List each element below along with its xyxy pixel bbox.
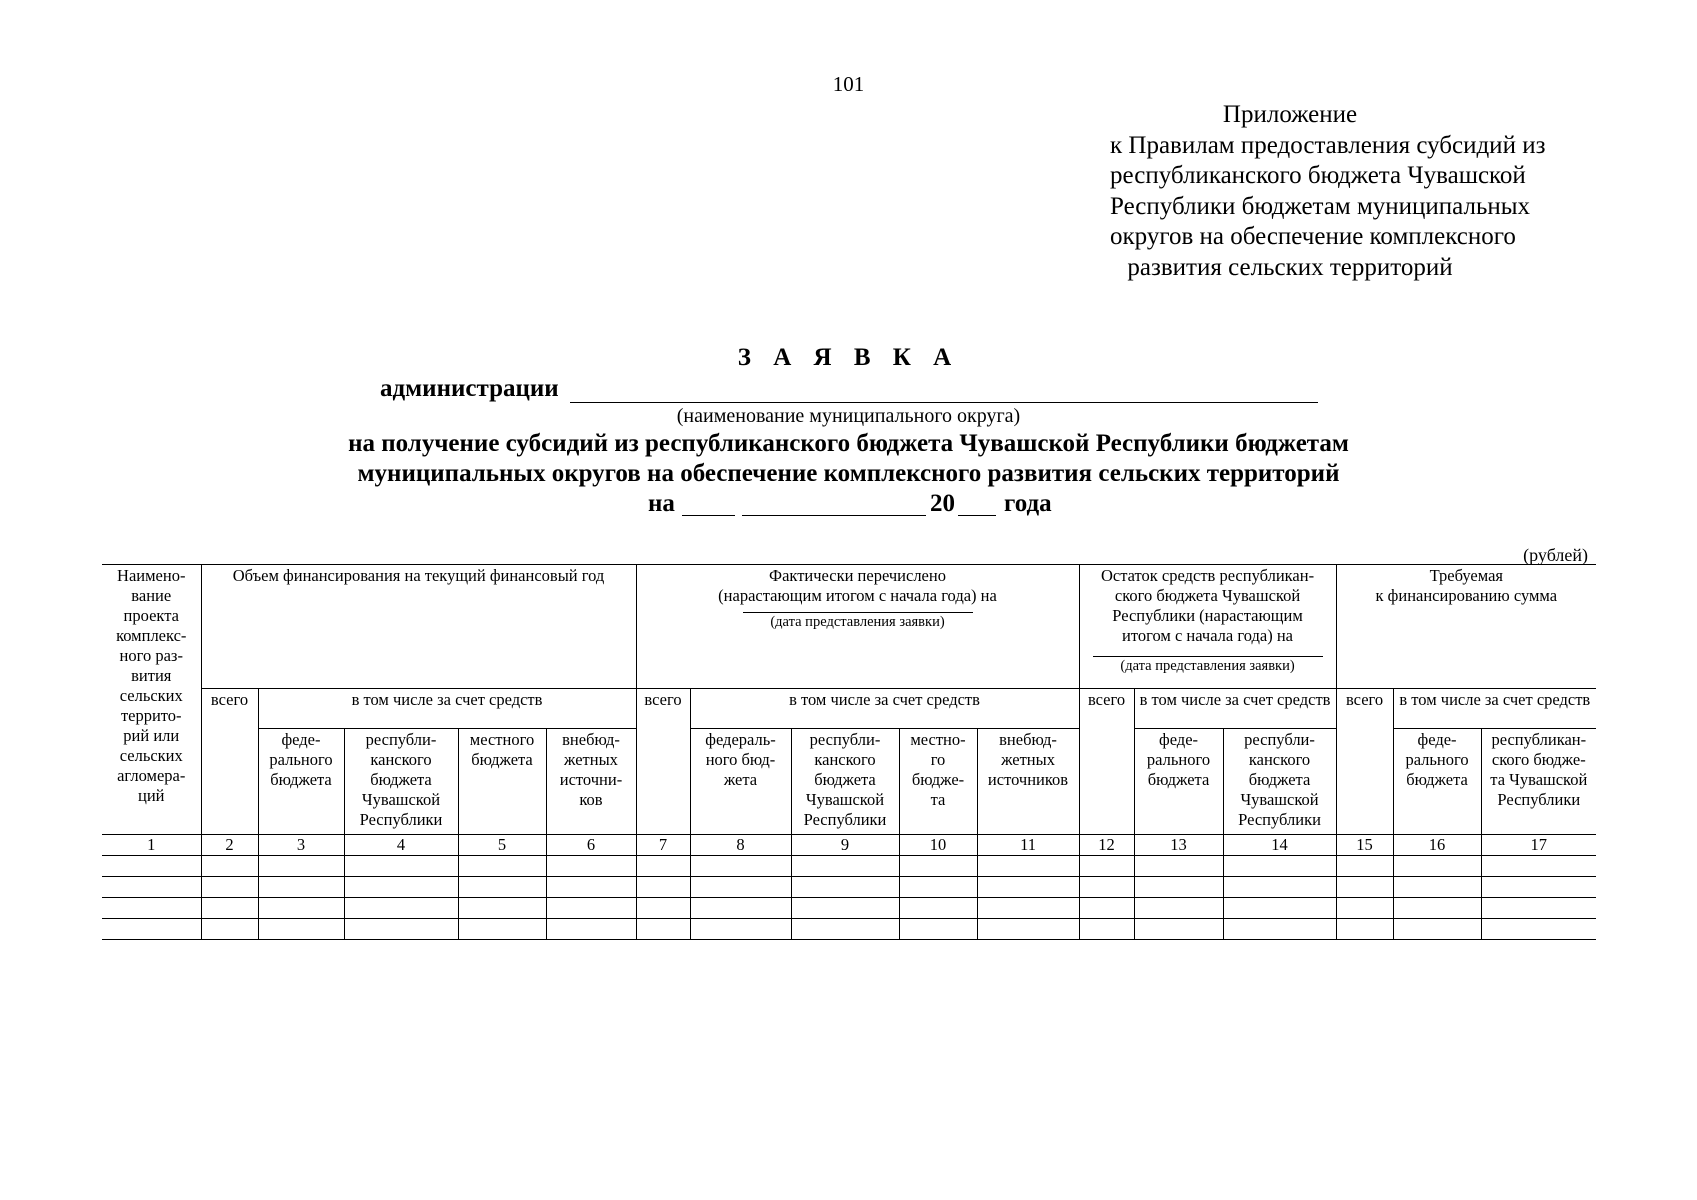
table-cell[interactable] bbox=[102, 877, 201, 898]
table-cell[interactable] bbox=[102, 856, 201, 877]
table-cell[interactable] bbox=[690, 877, 791, 898]
table-cell[interactable] bbox=[546, 898, 636, 919]
header-local: местного бюджета bbox=[458, 729, 546, 835]
header-republican: республи- канского бюджета Чувашской Республики bbox=[1223, 729, 1336, 835]
table-cell[interactable] bbox=[201, 856, 258, 877]
table-cell[interactable] bbox=[1336, 877, 1393, 898]
table-cell[interactable] bbox=[1336, 856, 1393, 877]
column-number: 16 bbox=[1393, 835, 1481, 856]
admin-name-field[interactable] bbox=[570, 402, 1318, 403]
table-cell[interactable] bbox=[1134, 856, 1223, 877]
column-number: 6 bbox=[546, 835, 636, 856]
table-cell[interactable] bbox=[1079, 919, 1134, 940]
table-cell[interactable] bbox=[1134, 877, 1223, 898]
table-cell[interactable] bbox=[546, 919, 636, 940]
table-cell[interactable] bbox=[1393, 856, 1481, 877]
header-group-financing: Объем финансирования на текущий финансовый год bbox=[201, 565, 636, 689]
column-number: 4 bbox=[344, 835, 458, 856]
subtitle-line-1: на получение субсидий из республиканского бюджета Чувашской Республики бюджетам bbox=[348, 430, 1349, 457]
table-cell[interactable] bbox=[791, 856, 899, 877]
header-republican: республи- канского бюджета Чувашской Республики bbox=[344, 729, 458, 835]
table-cell[interactable] bbox=[636, 856, 690, 877]
column-number: 5 bbox=[458, 835, 546, 856]
header-group-transferred bbox=[636, 565, 1079, 689]
header-federal: феде- рального бюджета bbox=[1134, 729, 1223, 835]
table-cell[interactable] bbox=[1481, 898, 1596, 919]
table-cell[interactable] bbox=[258, 919, 344, 940]
table-cell[interactable] bbox=[636, 898, 690, 919]
table-cell[interactable] bbox=[899, 898, 977, 919]
table-cell[interactable] bbox=[791, 877, 899, 898]
table-row bbox=[102, 877, 1596, 898]
table-cell[interactable] bbox=[201, 919, 258, 940]
header-republican: республикан- ского бюдже- та Чувашской Республики bbox=[1481, 729, 1596, 835]
subtitle-line-2: муниципальных округов на обеспечение комплексного развития сельских территорий bbox=[357, 460, 1340, 487]
table-cell[interactable] bbox=[977, 919, 1079, 940]
appendix-line: округов на обеспечение комплексного bbox=[1110, 223, 1516, 250]
table-cell[interactable] bbox=[1079, 898, 1134, 919]
column-number: 3 bbox=[258, 835, 344, 856]
table-cell[interactable] bbox=[546, 856, 636, 877]
table-cell[interactable] bbox=[1079, 856, 1134, 877]
column-number: 13 bbox=[1134, 835, 1223, 856]
column-number: 11 bbox=[977, 835, 1079, 856]
header-total: всего bbox=[636, 689, 690, 835]
table-cell[interactable] bbox=[344, 898, 458, 919]
table-cell[interactable] bbox=[977, 877, 1079, 898]
table-cell[interactable] bbox=[899, 919, 977, 940]
table-row bbox=[102, 898, 1596, 919]
units-label: (рублей) bbox=[1523, 545, 1588, 565]
header-total: всего bbox=[1336, 689, 1393, 835]
column-numbers-row bbox=[102, 835, 1596, 856]
day-field[interactable] bbox=[682, 515, 735, 516]
table-cell[interactable] bbox=[201, 898, 258, 919]
group2-line2: (нарастающим итогом с начала года) на bbox=[718, 586, 997, 605]
table-cell[interactable] bbox=[1393, 919, 1481, 940]
table-cell[interactable] bbox=[690, 919, 791, 940]
header-federal: феде- рального бюджета bbox=[1393, 729, 1481, 835]
header-federal: федераль- ного бюд- жета bbox=[690, 729, 791, 835]
table-cell[interactable] bbox=[1336, 919, 1393, 940]
table-cell[interactable] bbox=[690, 856, 791, 877]
group2-date-hint: (дата представления заявки) bbox=[770, 614, 945, 630]
table-cell[interactable] bbox=[636, 877, 690, 898]
table-cell[interactable] bbox=[458, 856, 546, 877]
year-field[interactable] bbox=[958, 515, 996, 516]
table-cell[interactable] bbox=[899, 856, 977, 877]
header-including: в том числе за счет средств bbox=[1393, 689, 1596, 729]
table-cell[interactable] bbox=[977, 898, 1079, 919]
column-number: 12 bbox=[1079, 835, 1134, 856]
column-number: 14 bbox=[1223, 835, 1336, 856]
header-republican: республи- канского бюджета Чувашской Республики bbox=[791, 729, 899, 835]
table-cell[interactable] bbox=[1336, 898, 1393, 919]
table-cell[interactable] bbox=[102, 919, 201, 940]
column-number: 17 bbox=[1481, 835, 1596, 856]
table-cell[interactable] bbox=[258, 898, 344, 919]
table-cell[interactable] bbox=[1481, 877, 1596, 898]
admin-label: администрации bbox=[380, 375, 559, 402]
group3-text: Остаток средств республикан- ского бюджета Чувашской Республики (нарастающим итогом с начала года) на bbox=[1100, 566, 1315, 645]
table-row bbox=[102, 856, 1596, 877]
table-cell[interactable] bbox=[1223, 919, 1336, 940]
appendix-line: Приложение bbox=[1222, 101, 1358, 128]
date-na-label: на bbox=[648, 490, 675, 517]
header-group-remainder bbox=[1079, 565, 1336, 689]
appendix-line: республиканского бюджета Чувашской bbox=[1110, 162, 1526, 189]
admin-hint: (наименование муниципального округа) bbox=[676, 405, 1021, 427]
table-cell[interactable] bbox=[102, 898, 201, 919]
column-number: 9 bbox=[791, 835, 899, 856]
table-cell[interactable] bbox=[791, 898, 899, 919]
table-cell[interactable] bbox=[1223, 856, 1336, 877]
appendix-line: развития сельских территорий bbox=[1127, 253, 1453, 281]
table-cell[interactable] bbox=[1134, 898, 1223, 919]
header-total: всего bbox=[201, 689, 258, 835]
table-cell[interactable] bbox=[1481, 856, 1596, 877]
header-including: в том числе за счет средств bbox=[690, 689, 1079, 729]
appendix-line: к Правилам предоставления субсидий из bbox=[1110, 131, 1546, 159]
header-including: в том числе за счет средств bbox=[1134, 689, 1336, 729]
table-cell[interactable] bbox=[201, 877, 258, 898]
group3-date-hint: (дата представления заявки) bbox=[1120, 658, 1295, 674]
appendix-block bbox=[1110, 100, 1546, 283]
group2-line1: Фактически перечислено bbox=[769, 566, 946, 585]
year-prefix: 20 bbox=[930, 490, 955, 517]
table-cell[interactable] bbox=[791, 919, 899, 940]
table-cell[interactable] bbox=[1223, 898, 1336, 919]
table-cell[interactable] bbox=[458, 898, 546, 919]
page-number: 101 bbox=[832, 72, 865, 96]
table-cell[interactable] bbox=[546, 877, 636, 898]
table-cell[interactable] bbox=[344, 919, 458, 940]
table-cell[interactable] bbox=[636, 919, 690, 940]
table-cell[interactable] bbox=[258, 877, 344, 898]
appendix-line: Республики бюджетам муниципальных bbox=[1110, 192, 1531, 220]
column-number: 15 bbox=[1336, 835, 1393, 856]
table-cell[interactable] bbox=[458, 919, 546, 940]
header-total: всего bbox=[1079, 689, 1134, 835]
header-extrabudgetary: внебюд- жетных источни- ков bbox=[546, 729, 636, 835]
header-federal: феде- рального бюджета bbox=[258, 729, 344, 835]
year-suffix: года bbox=[1004, 490, 1052, 517]
table-cell[interactable] bbox=[1481, 919, 1596, 940]
table-cell[interactable] bbox=[1393, 877, 1481, 898]
table-cell[interactable] bbox=[899, 877, 977, 898]
column-number: 10 bbox=[899, 835, 977, 856]
table-cell[interactable] bbox=[344, 856, 458, 877]
column-number: 1 bbox=[102, 835, 201, 856]
column-number: 8 bbox=[690, 835, 791, 856]
document-title: З А Я В К А bbox=[737, 344, 960, 371]
table-cell[interactable] bbox=[977, 856, 1079, 877]
table-cell[interactable] bbox=[1393, 898, 1481, 919]
header-extrabudgetary: внебюд- жетных источников bbox=[977, 729, 1079, 835]
table-cell[interactable] bbox=[258, 856, 344, 877]
table-cell[interactable] bbox=[344, 877, 458, 898]
column-number: 7 bbox=[636, 835, 690, 856]
application-table bbox=[102, 564, 1596, 940]
table-cell[interactable] bbox=[1134, 919, 1223, 940]
table-cell[interactable] bbox=[690, 898, 791, 919]
header-including: в том числе за счет средств bbox=[258, 689, 636, 729]
table-cell[interactable] bbox=[458, 877, 546, 898]
table-row bbox=[102, 919, 1596, 940]
header-group-required: Требуемая к финансированию сумма bbox=[1336, 565, 1596, 689]
column-number: 2 bbox=[201, 835, 258, 856]
header-local: местно- го бюдже- та bbox=[899, 729, 977, 835]
table-cell[interactable] bbox=[1223, 877, 1336, 898]
month-field[interactable] bbox=[742, 515, 926, 516]
header-project-name: Наимено- вание проекта комплекс- ного раз- вития сельских террито- рий или сельских агломера- ций bbox=[102, 565, 201, 835]
table-cell[interactable] bbox=[1079, 877, 1134, 898]
